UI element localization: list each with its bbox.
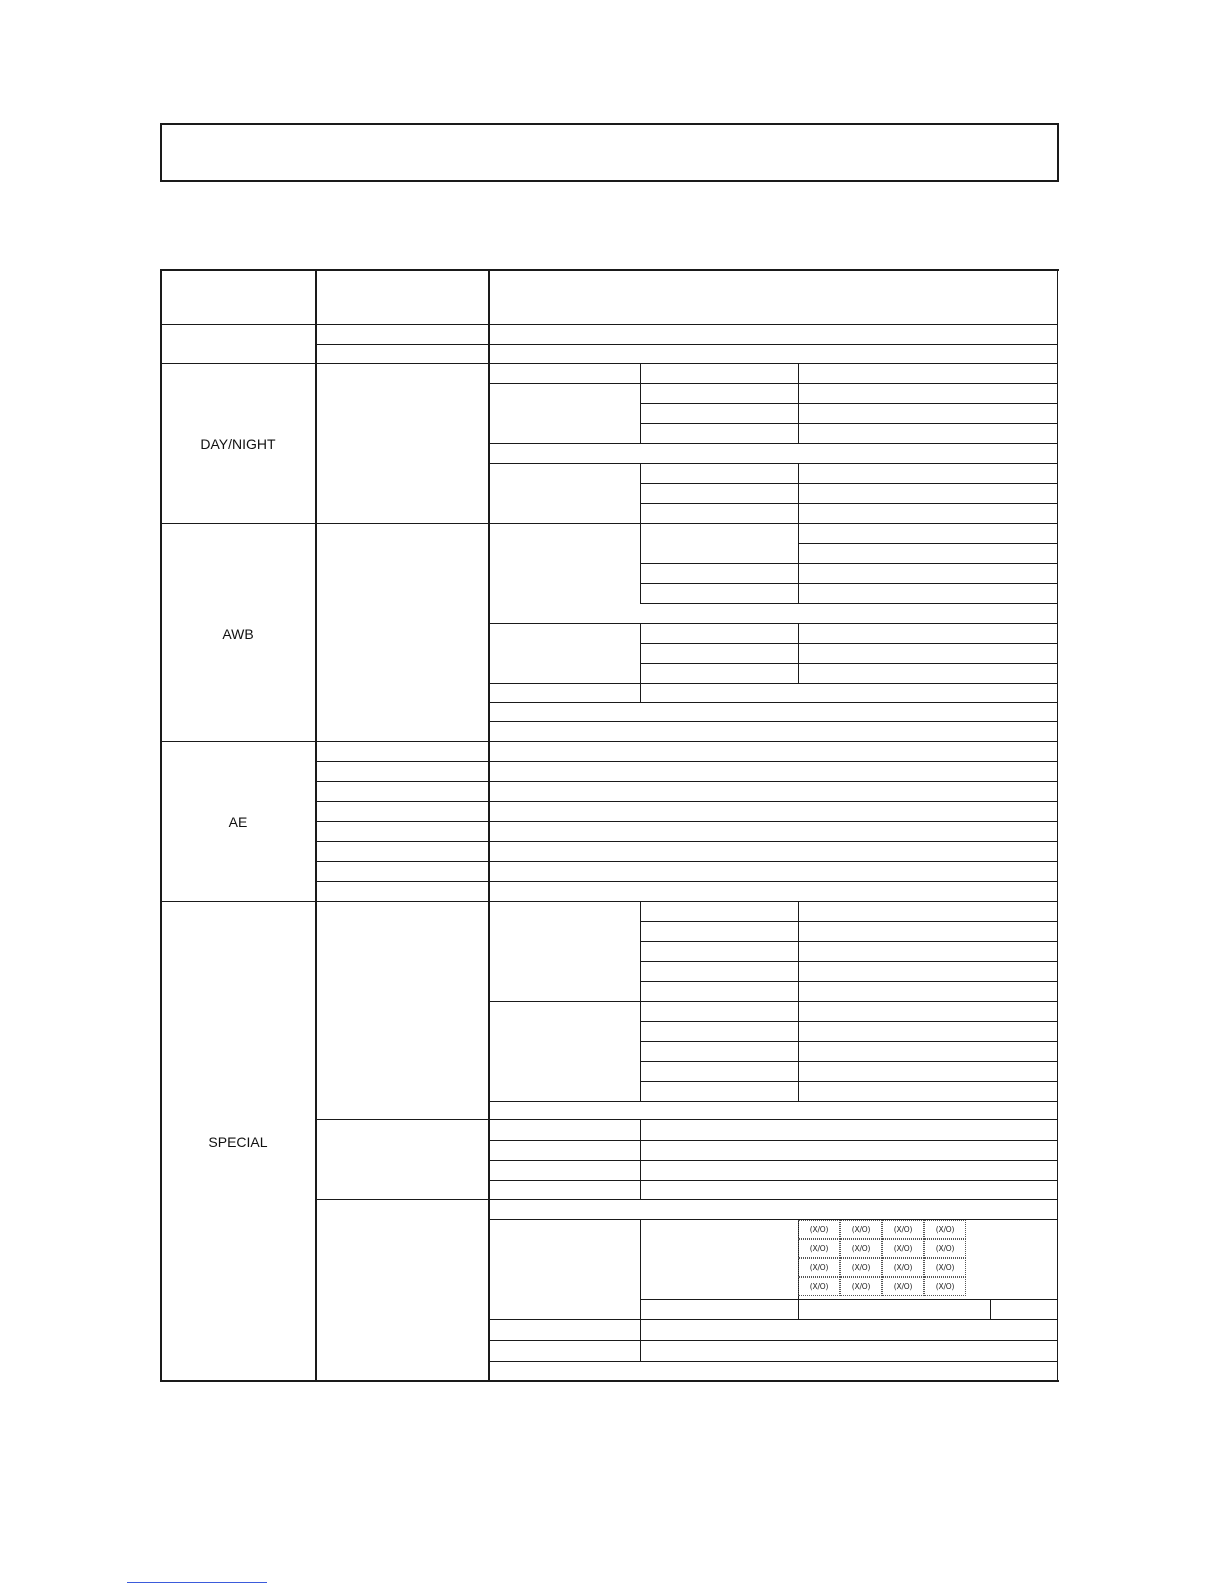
table-rule-horizontal [488, 623, 1058, 624]
table-rule-horizontal [640, 603, 1058, 604]
table-rule-horizontal [488, 1101, 1058, 1102]
table-rule-horizontal [640, 1081, 1058, 1082]
table-rule-horizontal [640, 921, 1058, 922]
table-rule-horizontal [640, 663, 1058, 664]
table-rule-horizontal [640, 1061, 1058, 1062]
table-rule-horizontal [315, 881, 1058, 882]
table-rule-horizontal [640, 1021, 1058, 1022]
table-rule-horizontal [315, 344, 1058, 345]
table-rule-vertical [640, 1219, 641, 1361]
table-rule-vertical [640, 623, 641, 702]
table-rule-horizontal [640, 961, 1058, 962]
table-rule-vertical [798, 623, 799, 683]
table-rule-horizontal [798, 543, 1058, 544]
mask-area-grid [798, 1220, 966, 1296]
mask-grid-cell: (X/O) [798, 1277, 840, 1296]
table-rule-horizontal [640, 941, 1058, 942]
mask-grid-cell: (X/O) [798, 1239, 840, 1258]
table-rule-horizontal [640, 503, 1058, 504]
table-rule-horizontal [640, 403, 1058, 404]
table-rule-horizontal [315, 821, 1058, 822]
table-rule-vertical [640, 363, 641, 443]
table-rule-horizontal [315, 761, 1058, 762]
section-label-ae: AE [228, 814, 248, 830]
table-rule-horizontal [488, 463, 1058, 464]
table-rule-horizontal [640, 643, 1058, 644]
mask-grid-cell: (X/O) [882, 1220, 924, 1239]
table-rule-vertical [488, 523, 489, 721]
table-rule-vertical [315, 269, 317, 1382]
mask-grid-cell: (X/O) [840, 1239, 882, 1258]
mask-grid-cell: (X/O) [882, 1258, 924, 1277]
section-label-day-night: DAY/NIGHT [200, 436, 276, 452]
table-rule-vertical [798, 463, 799, 523]
table-rule-vertical [640, 523, 641, 603]
table-rule-vertical [1057, 269, 1058, 1382]
section-label-special: SPECIAL [208, 1134, 268, 1150]
table-rule-vertical [798, 523, 799, 603]
table-rule-vertical [798, 901, 799, 1101]
table-rule-horizontal [488, 383, 1058, 384]
table-rule-horizontal [488, 1361, 1058, 1362]
table-rule-horizontal [640, 563, 1058, 564]
table-rule-horizontal [488, 1319, 1058, 1320]
table-rule-horizontal [315, 1119, 1058, 1120]
title-box [160, 123, 1059, 182]
table-rule-horizontal [488, 721, 1058, 722]
table-rule-horizontal [488, 1340, 1058, 1341]
mask-grid-cell: (X/O) [840, 1277, 882, 1296]
table-rule-horizontal [488, 443, 1058, 444]
table-rule-horizontal [640, 423, 1058, 424]
table-rule-horizontal [640, 583, 1058, 584]
table-rule-vertical [488, 269, 490, 1382]
table-rule-vertical [990, 1299, 991, 1319]
table-rule-vertical [640, 901, 641, 1101]
mask-grid-cell: (X/O) [882, 1239, 924, 1258]
mask-grid-cell: (X/O) [924, 1277, 966, 1296]
footer-link-underline [127, 1582, 267, 1583]
mask-grid-cell: (X/O) [798, 1258, 840, 1277]
table-rule-horizontal [488, 1001, 1058, 1002]
table-rule-horizontal [160, 741, 1058, 742]
table-rule-vertical [640, 1119, 641, 1199]
mask-grid-cell: (X/O) [840, 1258, 882, 1277]
table-rule-horizontal [160, 324, 1058, 325]
table-rule-vertical [798, 363, 799, 443]
table-rule-horizontal [488, 1140, 1058, 1141]
table-rule-horizontal [488, 1219, 1058, 1220]
table-rule-horizontal [160, 901, 1058, 902]
table-rule-horizontal [315, 801, 1058, 802]
table-rule-horizontal [315, 1199, 1058, 1200]
mask-grid-cell: (X/O) [924, 1239, 966, 1258]
table-rule-vertical [640, 463, 641, 523]
table-rule-horizontal [160, 363, 1058, 364]
table-rule-horizontal [640, 483, 1058, 484]
mask-grid-cell: (X/O) [798, 1220, 840, 1239]
table-rule-horizontal [640, 1041, 1058, 1042]
table-rule-horizontal [315, 781, 1058, 782]
mask-grid-cell: (X/O) [924, 1258, 966, 1277]
mask-grid-cell: (X/O) [924, 1220, 966, 1239]
table-rule-horizontal [315, 861, 1058, 862]
table-rule-horizontal [640, 1299, 1058, 1300]
table-rule-horizontal [488, 683, 1058, 684]
table-rule-horizontal [488, 702, 1058, 703]
table-rule-horizontal [315, 841, 1058, 842]
table-rule-horizontal [160, 523, 1058, 524]
mask-grid-cell: (X/O) [882, 1277, 924, 1296]
mask-grid-cell: (X/O) [840, 1220, 882, 1239]
table-rule-horizontal [488, 1180, 1058, 1181]
section-label-awb: AWB [222, 626, 254, 642]
table-rule-horizontal [488, 1160, 1058, 1161]
table-rule-horizontal [640, 981, 1058, 982]
